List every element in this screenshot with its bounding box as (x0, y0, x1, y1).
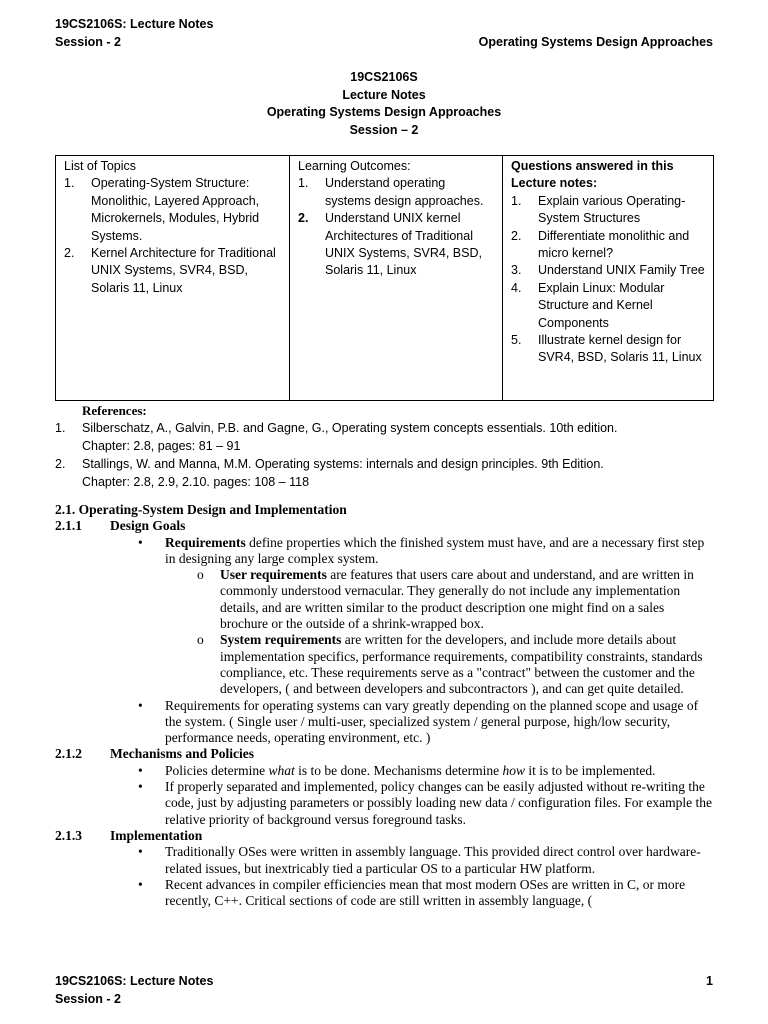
outcomes-cell (290, 156, 503, 401)
question-number: 4. (511, 280, 522, 295)
term-user-requirements: User requirements (220, 567, 327, 583)
question-item (511, 193, 705, 228)
sub-bullet-text: are features that users care about and understand, and are written in commonly understood vernacular. They generally do not include any implementation details, and are written similar to the product description one might find on a sales brochure or the outside of a shrink-wrapped box. (220, 567, 694, 632)
sub-bullet-text: are written for the developers, and include more details about implementation specifics, performance requirements, compatibility constraints, standards compliance, etc. These requirements serve as a "contract" between the customer and the developers, ( and between developers and subcontractors ), and can get quite detailed. (220, 632, 703, 697)
topic-item (64, 175, 281, 245)
reference-item (55, 456, 714, 491)
question-item (511, 262, 705, 279)
topic-text: Kernel Architecture for Traditional UNIX Systems, SVR4, BSD, Solaris 11, Linux (91, 246, 276, 295)
circle-bullet-icon: o (197, 632, 204, 648)
reference-item (55, 420, 714, 455)
sub-bullet-item (55, 632, 714, 697)
section-body (55, 502, 714, 909)
reference-number: 2. (55, 457, 66, 471)
subsection-heading (55, 828, 714, 844)
question-number: 5. (511, 333, 522, 348)
outcome-number: 2. (298, 211, 309, 226)
emphasis-what: what (268, 762, 295, 778)
question-number: 3. (511, 263, 522, 278)
outcomes-title: Learning Outcomes: (298, 159, 411, 173)
bullet-icon: • (138, 844, 143, 860)
bullet-item (55, 779, 714, 828)
references-heading: References: (82, 403, 147, 418)
question-number: 1. (511, 193, 522, 208)
title-block (0, 69, 768, 139)
title-session: Session – 2 (349, 122, 419, 137)
subsection-number: 2.1.3 (55, 827, 82, 843)
topics-row (56, 156, 714, 401)
header-course: 19CS2106S: Lecture Notes (55, 17, 214, 31)
outcome-item (298, 210, 494, 280)
questions-title: Questions answered in this Lecture notes: (511, 159, 674, 191)
bullet-item (55, 763, 714, 779)
topics-title: List of Topics (64, 159, 137, 173)
bullet-text: Requirements for operating systems can vary greatly depending on the planned scope and usage of the system. ( Single user / multi-user, specialized system / general purpose, high/low security, performance needs, operating environment, etc. ) (165, 697, 699, 746)
outcomes-list (298, 175, 494, 279)
topics-list (64, 175, 281, 297)
bullet-text: Policies determine (165, 762, 269, 778)
circle-bullet-icon: o (197, 567, 204, 583)
bullet-text: it is to be implemented. (524, 762, 656, 778)
bullet-item (55, 877, 714, 910)
bullet-text: Traditionally OSes were written in assembly language. This provided direct control over hardware-related issues, but inextricably tied a particular OS to a particular HW platform. (165, 844, 701, 876)
bullet-text: If properly separated and implemented, policy changes can be easily adjusted without re-writing the code, just by adjusting parameters or possibly loading new data / configuration files. For example the relative priority of background versus foreground tasks. (165, 779, 712, 827)
reference-number: 1. (55, 421, 66, 435)
subsection-number: 2.1.2 (55, 746, 82, 762)
header-title: Operating Systems Design Approaches (478, 35, 713, 49)
page-number: 1 (706, 974, 713, 988)
question-text: Illustrate kernel design for SVR4, BSD, Solaris 11, Linux (538, 333, 702, 365)
subsection-heading (55, 518, 714, 534)
subsection-title: Design Goals (110, 518, 186, 534)
title-topic: Operating Systems Design Approaches (266, 105, 502, 119)
term-requirements: Requirements (165, 534, 246, 550)
outcome-text: Understand operating systems design approaches. (325, 176, 484, 208)
question-text: Differentiate monolithic and micro kernel? (538, 228, 690, 261)
outcome-item (298, 175, 494, 210)
question-text: Explain Linux: Modular Structure and Kernel Components (538, 280, 665, 330)
bullet-icon: • (138, 697, 143, 713)
topic-text: Operating-System Structure: Monolithic, Layered Approach, Microkernels, Modules, Hybrid Systems. (91, 176, 260, 243)
bullet-icon: • (138, 534, 143, 550)
bullet-icon: • (138, 876, 143, 892)
reference-line: Chapter: 2.8, pages: 81 – 91 (82, 438, 241, 453)
reference-line: Chapter: 2.8, 2.9, 2.10. pages: 108 – 118 (82, 474, 310, 489)
outcome-text: Understand UNIX kernel Architectures of Traditional UNIX Systems, SVR4, BSD, Solaris 11, Linux (325, 211, 482, 278)
title-lecture-notes: Lecture Notes (342, 87, 426, 102)
bullet-text: Recent advances in compiler efficiencies mean that most modern OSes are written in C, or more recently, C++. Critical sections of code are still written in assembly language, ( (165, 876, 686, 909)
bullet-icon: • (138, 762, 143, 778)
questions-cell (503, 156, 714, 401)
footer-session: Session - 2 (55, 992, 121, 1006)
question-text: Explain various Operating-System Structures (538, 193, 686, 226)
bullet-text: is to be done. Mechanisms determine (294, 762, 503, 778)
reference-line: Silberschatz, A., Galvin, P.B. and Gagne, G., Operating system concepts essentials. 10th edition. (82, 421, 618, 435)
section-heading: 2.1. Operating-System Design and Implementation (55, 502, 347, 517)
term-system-requirements: System requirements (220, 632, 342, 648)
bullet-item (55, 535, 714, 568)
bullet-text: define properties which the finished system must have, and are a necessary first step in designing any large complex system. (165, 534, 705, 566)
header-session: Session - 2 (55, 35, 121, 49)
bullet-item (55, 844, 714, 877)
topics-table (55, 155, 714, 401)
question-text: Understand UNIX Family Tree (538, 263, 705, 278)
sub-bullet-item (55, 567, 714, 632)
bullet-icon: • (138, 779, 143, 795)
page-footer (55, 974, 713, 1010)
subsection-title: Implementation (110, 827, 203, 843)
topics-cell (56, 156, 290, 401)
question-item (511, 228, 705, 263)
footer-course: 19CS2106S: Lecture Notes (55, 974, 214, 988)
topic-item (64, 245, 281, 297)
question-number: 2. (511, 228, 522, 243)
title-code: 19CS2106S (350, 70, 418, 84)
question-item (511, 332, 705, 367)
page-header (55, 17, 713, 53)
subsection-number: 2.1.1 (55, 518, 82, 534)
outcome-number: 1. (298, 176, 309, 191)
question-item (511, 280, 705, 332)
subsection-heading (55, 746, 714, 762)
bullet-item (55, 698, 714, 747)
subsection-title: Mechanisms and Policies (110, 746, 254, 762)
questions-list (511, 193, 705, 367)
reference-line: Stallings, W. and Manna, M.M. Operating systems: internals and design principles. 9th Edition. (82, 457, 604, 471)
topic-number: 2. (64, 246, 75, 261)
references (55, 402, 714, 491)
topic-number: 1. (64, 176, 75, 191)
emphasis-how: how (502, 762, 525, 778)
